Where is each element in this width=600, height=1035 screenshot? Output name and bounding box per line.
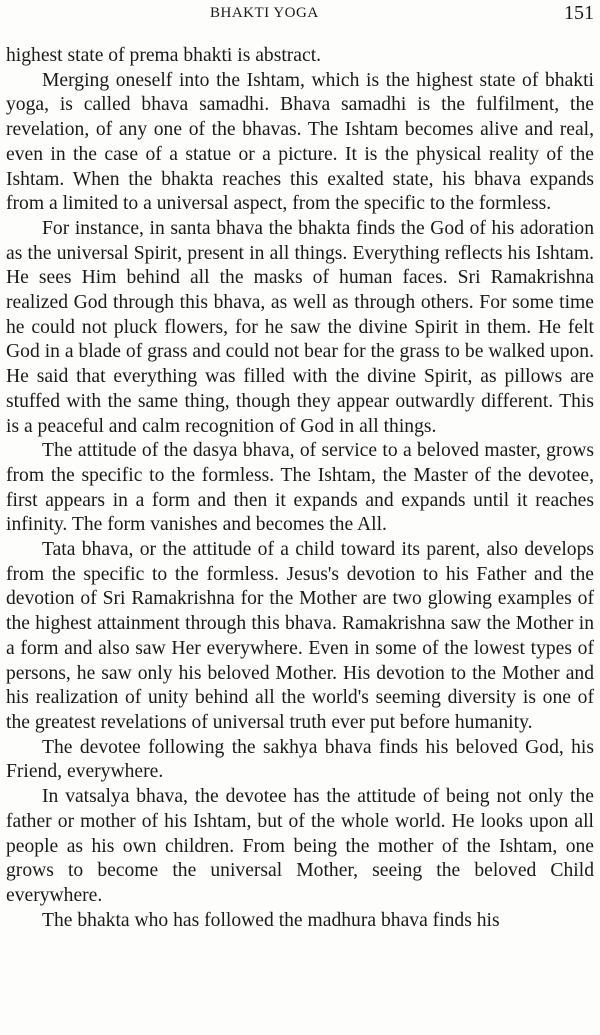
- paragraph-3: For instance, in santa bhava the bhakta finds the God of his adoration as the universal Spirit, present in all things. Everything reflects his Ishtam. He sees Him behind all the masks of human faces. Sri Ramakrishna realized God through this bhava, as well as through others. For some time he could not pluck flowers, for he saw the divine Spirit in them. He felt God in a blade of grass and could not bear for the grass to be walked upon. He said that everything was filled with the divine Spirit, as pillows are stuffed with the same thing, though they appear outwardly different. This is a peaceful and calm recognition of God in all things.: [6, 217, 594, 437]
- paragraph-4: The attitude of the dasya bhava, of service to a beloved master, grows from the specific to the formless. The Ishtam, the Master of the devotee, first appears in a form and then it expands and expands until it reaches infinity. The form vanishes and becomes the All.: [6, 440, 594, 536]
- page-header: [0, 2, 600, 24]
- body-text: [6, 44, 594, 933]
- paragraph-2: Merging oneself into the Ishtam, which is the highest state of bhakti yoga, is called bhava samadhi. Bhava samadhi is the fulfilment, the revelation, of any one of the bhavas. The Ishtam becomes alive and real, even in the case of a statue or a picture. It is the physical reality of the Ishtam. When the bhakta reaches this exalted state, his bhava expands from a limited to a universal aspect, from the specific to the formless.: [6, 69, 594, 215]
- paragraph-8: The bhakta who has followed the madhura bhava finds his: [42, 909, 500, 931]
- paragraph-5: Tata bhava, or the attitude of a child toward its parent, also develops from the specific to the formless. Jesus's devotion to his Father and the devotion of Sri Ramakrishna for the Mother are two glowing examples of the highest attainment through this bhava. Ramakrishna saw the Mother in a form and also saw Her everywhere. Even in some of the lowest types of persons, he saw only his beloved Mother. His devotion to the Mother and his realization of unity behind all the world's seeming diversity is one of the greatest revelations of universal truth ever put before humanity.: [6, 539, 594, 733]
- paragraph-6: The devotee following the sakhya bhava finds his beloved God, his Friend, everywhere.: [6, 736, 594, 783]
- paragraph-1: highest state of prema bhakti is abstract.: [6, 45, 322, 66]
- running-head: BHAKTI YOGA: [210, 5, 319, 21]
- page-number: 151: [564, 2, 594, 24]
- paragraph-7: In vatsalya bhava, the devotee has the attitude of being not only the father or mother of his Ishtam, but of the whole world. He looks upon all people as his own children. From being the mother of the Ishtam, one grows to become the universal Mother, seeing the beloved Child everywhere.: [6, 786, 594, 906]
